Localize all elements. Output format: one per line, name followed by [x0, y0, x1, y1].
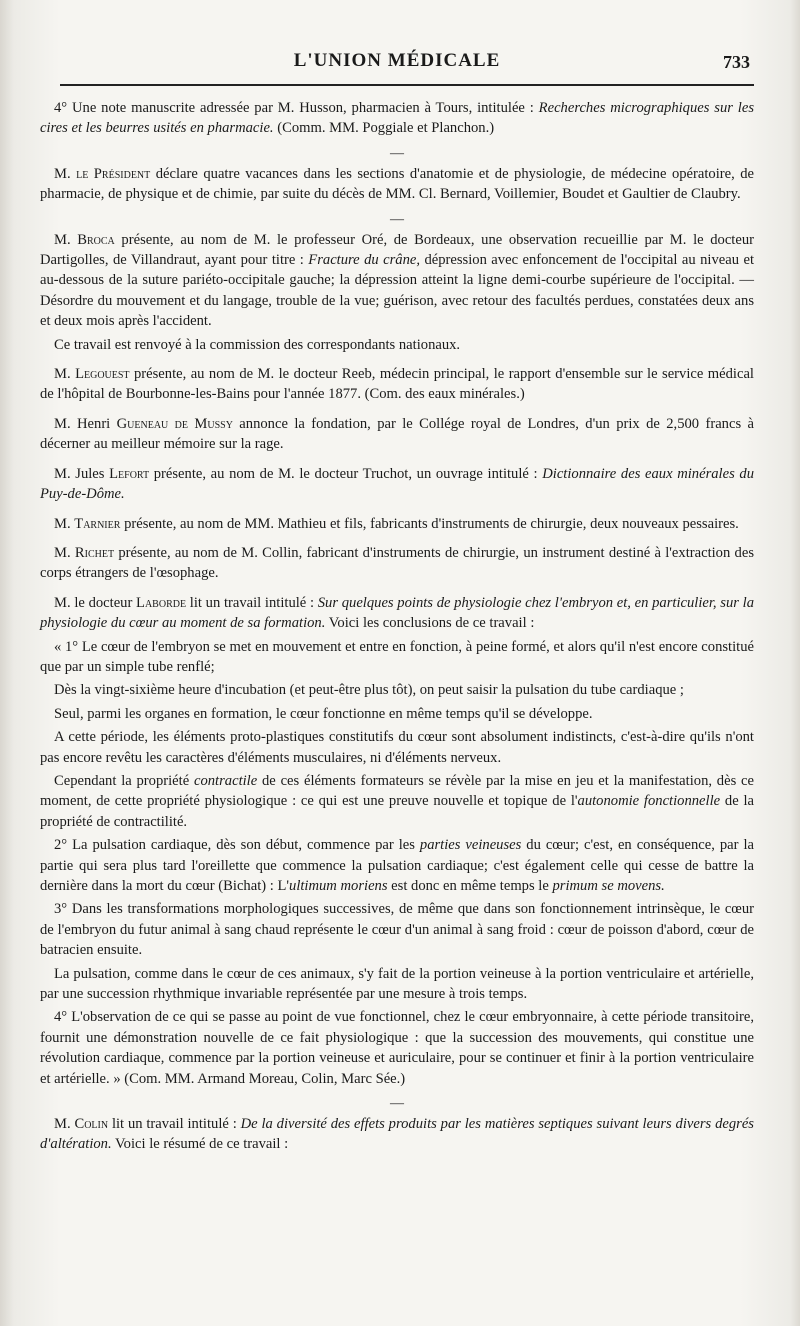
paragraph [40, 335, 754, 355]
name-smallcaps: Colin [74, 1116, 109, 1133]
section-separator: — [390, 211, 404, 227]
text-run: présente, au nom de M. le docteur Reeb, médecin principal, le rapport d'ensemble sur le service médical de l'hôpital de Bourbonne-les-Bains pour l'année 1877. (Com. des eaux minérales.) [40, 366, 754, 403]
paragraph [40, 98, 754, 139]
paragraph [40, 543, 754, 584]
paragraph [40, 364, 754, 405]
name-smallcaps: Legouest [75, 366, 130, 383]
running-title: L'UNION MÉDICALE [293, 50, 501, 71]
italic-text: Dictionnaire des eaux minérales du Puy-de-Dôme. [40, 465, 755, 503]
paragraph [40, 637, 754, 678]
name-smallcaps: Broca [77, 231, 115, 248]
text-run: dépression avec enfoncement de l'occipital au niveau et au-dessous de la suture pariéto-occipitale gauche; la dépression atteint la ligne demi-courbe supérieure de l'occipital. — Désordre du mouvement et du langage, trouble de la vue; guérison, avec retour des facultés perdues, constatées deux ans et deux mois après l'accident. [40, 252, 755, 330]
text-run: lit un travail intitulé : [186, 594, 318, 611]
text-run: présente, au nom de M. Collin, fabricant d'instruments de chirurgie, un instrument destiné à l'extraction des corps étrangers de l'œsophage. [40, 544, 754, 582]
paragraph [40, 704, 754, 724]
italic-text: Recherches micrographiques sur les cires et les beurres usités en pharmacie. [40, 100, 754, 137]
text-run: Seul, parmi les organes en formation, le cœur fonctionne en même temps qu'il se développe. [54, 705, 593, 722]
text-run: présente, au nom de M. le professeur Oré, de Bordeaux, une observation recueillie par M. le docteur Dartigolles, de Villandraut, ayant pour titre : [40, 231, 754, 269]
paragraph [40, 230, 754, 332]
text-run: La pulsation, comme dans le cœur de ces animaux, s'y fait de la portion veineuse à la portion ventriculaire et artérielle, par une succession rhythmique invariable représentée par une mesure à trois temps. [40, 965, 754, 1003]
text-run: de ces éléments formateurs se révèle par la mise en jeu et la manifestation, dès ce moment, de cette propriété physiologique : ce qui est une preuve nouvelle et topique de l' [40, 772, 754, 810]
text-run: déclare quatre vacances dans les sections d'anatomie et de physiologie, de médecine opératoire, de pharmacie, de physique et de chimie, par suite du décès de MM. Cl. Bernard, Voillemier, Boudet et Gaultier de Claubry. [40, 165, 754, 203]
paragraph [40, 464, 754, 505]
italic-text: primum se movens. [552, 878, 665, 894]
italic-text: Fracture du crâne, [308, 252, 420, 269]
text-run: M. [54, 231, 78, 248]
paragraph [40, 771, 754, 832]
text-run: 3° Dans les transformations morphologiques successives, de même que dans son fonctionnement intrinsèque, le cœur de l'embryon du futur animal à sang chaud représente le cœur d'un animal à sang froid : cœur de poisson d'abord, cœur de batracien ensuite. [40, 901, 754, 959]
text-run: M. [54, 1116, 75, 1133]
article-body [40, 98, 754, 1155]
italic-text: parties veineuses [419, 837, 522, 854]
page-number: 733 [723, 52, 750, 72]
italic-text: autonomie fonctionnelle [577, 793, 721, 810]
paragraph [40, 593, 754, 634]
name-smallcaps: Lefort [109, 465, 150, 482]
page-header [40, 0, 754, 86]
text-run: M. Jules [54, 465, 110, 482]
text-run: lit un travail intitulé : [108, 1116, 241, 1133]
paragraph [40, 835, 754, 896]
text-run: « 1° Le cœur de l'embryon se met en mouvement et entre en fonction, à peine formé, et alors qu'il n'est encore constitué que par un simple tube renflé; [40, 638, 754, 675]
paragraph [40, 899, 754, 960]
italic-text: De la diversité des effets produits par les matières septiques suivant leurs divers degrés d'altération. [40, 1116, 754, 1153]
text-run: M. [54, 165, 77, 182]
name-smallcaps: le Président [76, 165, 151, 182]
text-run: du cœur; c'est, en conséquence, par la partie qui sera plus tard l'oreillette que commence la pulsation cardiaque; c'est également celle qui cesse de battre la dernière dans la mort du cœur (Bichat) : L' [40, 837, 754, 894]
section-separator: — [390, 1096, 404, 1112]
text-run: 4° L'observation de ce qui se passe au point de vue fonctionnel, chez le cœur embryonnaire, à cette période transitoire, fournit une démonstration nouvelle de ce fait physiologique : que la succession des mouvements, qui constitue une révolution cardiaque, commence par la portion veineuse et auriculaire, pour se continuer et finir à la portion ventriculaire et artérielle. » (Com. MM. Armand Moreau, Colin, Marc Sée.) [40, 1009, 754, 1087]
paragraph [40, 164, 754, 205]
text-run: M. [54, 544, 75, 561]
text-run: Voici le résumé de ce travail : [111, 1136, 289, 1153]
text-run: Voici les conclusions de ce travail : [325, 615, 535, 632]
name-smallcaps: Laborde [136, 594, 187, 611]
text-run: A cette période, les éléments proto-plastiques constitutifs du cœur sont absolument indistincts, c'est-à-dire qu'ils n'ont pas encore revêtu les caractères d'éléments musculaires, ni d'éléments nerveux. [40, 729, 754, 766]
text-run: M. [54, 515, 75, 532]
text-run: 4° Une note manuscrite adressée par M. Husson, pharmacien à Tours, intitulée : [54, 100, 539, 116]
paragraph [40, 680, 754, 700]
italic-text: Sur quelques points de physiologie chez l'embryon et, en particulier, sur la physiologie du cœur au moment de sa formation. [40, 594, 754, 632]
name-smallcaps: Tarnier [74, 515, 121, 532]
text-run: Cependant la propriété [54, 772, 194, 789]
paragraph [40, 964, 754, 1005]
text-run: M. [54, 366, 76, 383]
text-run: M. Henri [54, 415, 117, 432]
text-run: annonce la fondation, par le Collége royal de Londres, d'un prix de 2,500 francs à décerner au meilleur mémoire sur la rage. [40, 415, 754, 453]
paragraph [40, 514, 754, 534]
text-run: présente, au nom de M. le docteur Truchot, un ouvrage intitulé : [149, 465, 543, 482]
text-run: est donc en même temps le [387, 878, 553, 894]
italic-text: ultimum moriens [289, 878, 388, 894]
name-smallcaps: Gueneau de Mussy [116, 415, 233, 432]
text-run: 2° La pulsation cardiaque, dès son début, commence par les [54, 837, 420, 854]
header-rule [60, 84, 754, 86]
text-run: de la propriété de contractilité. [40, 793, 754, 830]
text-run: M. le docteur [54, 594, 137, 611]
text-run: (Comm. MM. Poggiale et Planchon.) [273, 120, 495, 137]
text-run: Dès la vingt-sixième heure d'incubation (et peut-être plus tôt), on peut saisir la pulsation du tube cardiaque ; [54, 682, 684, 699]
italic-text: contractile [193, 772, 258, 789]
paragraph [40, 727, 754, 768]
paragraph [40, 1007, 754, 1089]
paragraph [40, 414, 754, 455]
section-separator: — [390, 145, 404, 161]
text-run: présente, au nom de MM. Mathieu et fils, fabricants d'instruments de chirurgie, deux nouveaux pessaires. [120, 515, 739, 532]
name-smallcaps: Richet [74, 544, 115, 561]
text-run: Ce travail est renvoyé à la commission des correspondants nationaux. [54, 336, 461, 353]
paragraph [40, 1114, 754, 1155]
